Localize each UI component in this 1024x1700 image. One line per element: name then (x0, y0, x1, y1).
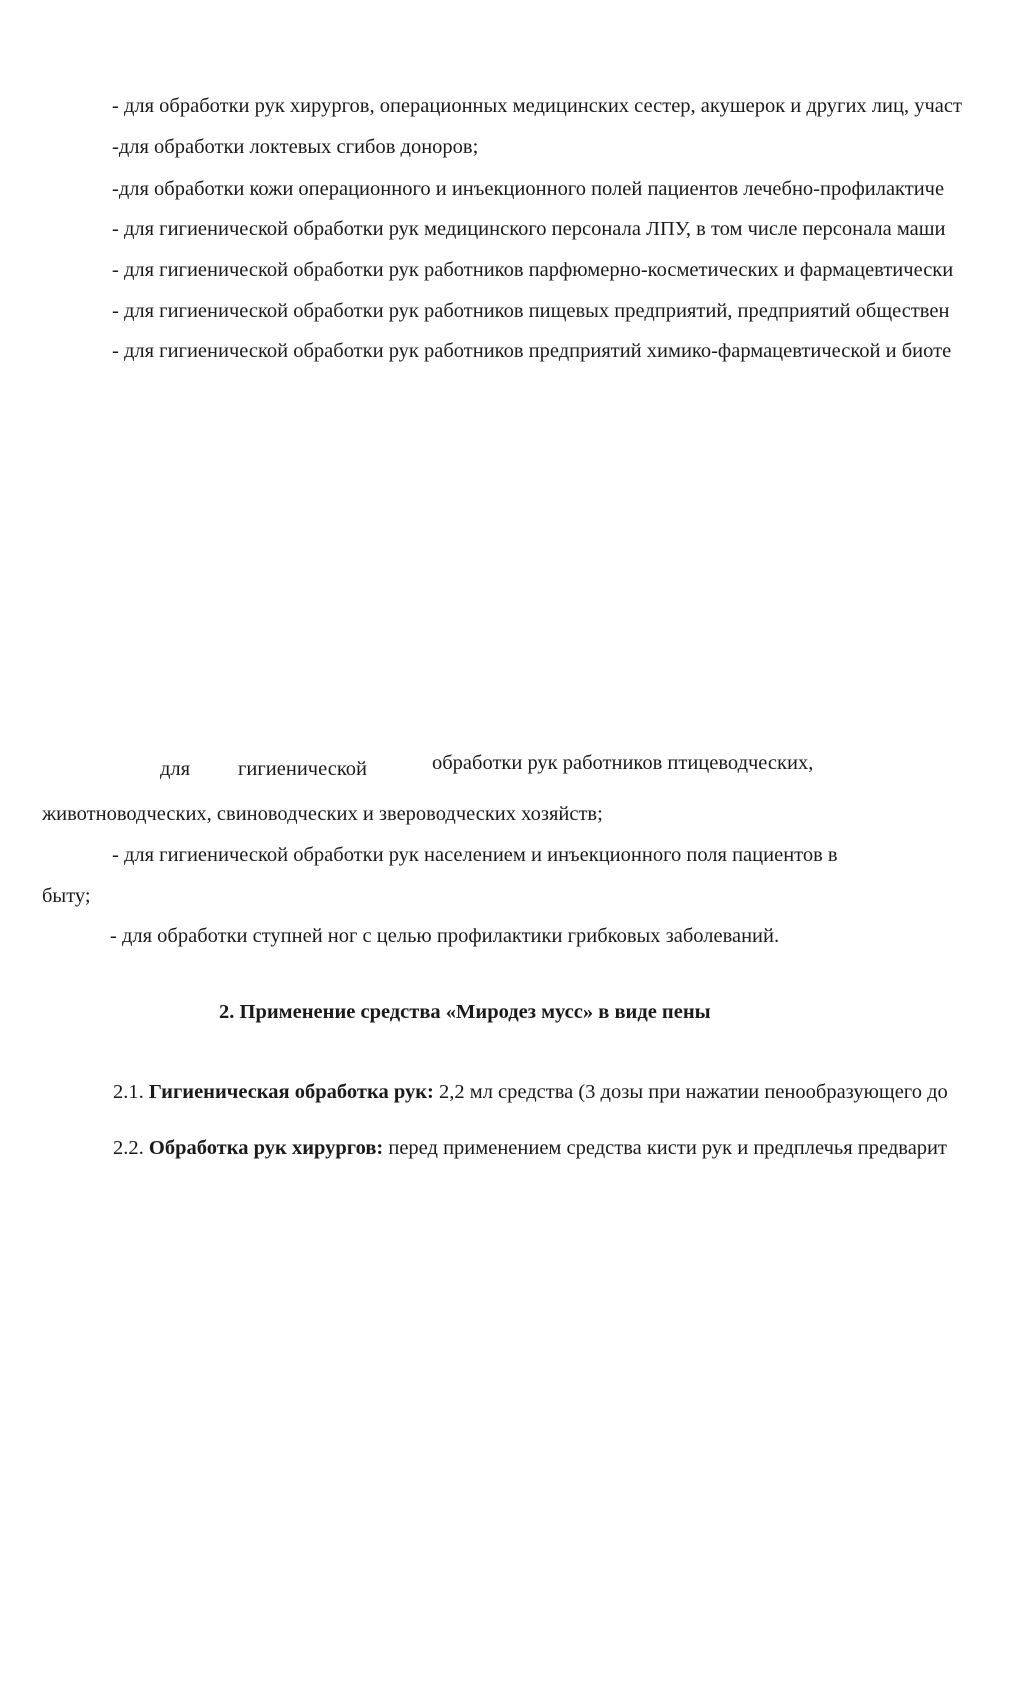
list-item: - для гигиенической обработки рук работников пищевых предприятий, предприятий обществен (112, 300, 950, 322)
paragraph-2-2 (113, 1136, 947, 1160)
list-item: -для обработки локтевых сгибов доноров; (112, 136, 479, 158)
list-item: -для обработки кожи операционного и инъекционного полей пациентов лечебно-профилактиче (112, 178, 945, 200)
list-item: - для обработки рук хирургов, операционных медицинских сестер, акушерок и других лиц, участ (112, 95, 962, 117)
list-item: - для гигиенической обработки рук работников парфюмерно-косметических и фармацевтически (112, 259, 954, 281)
list-item: - для обработки ступней ног с целью профилактики грибковых заболеваний. (110, 925, 780, 947)
paragraph-number: 2.1. (113, 1081, 144, 1103)
list-item-continuation: быту; (42, 885, 91, 907)
list-item: - для гигиенической обработки рук населением и инъекционного поля пациентов в (112, 844, 838, 866)
paragraph-2-1 (113, 1080, 948, 1104)
paragraph-text: 2,2 мл средства (3 дозы при нажатии пенообразующего до (438, 1081, 948, 1103)
list-word: обработки рук работников птицеводческих, (432, 752, 814, 774)
paragraph-number: 2.2. (113, 1137, 144, 1159)
paragraph-bold-lead: Обработка рук хирургов: (148, 1137, 384, 1159)
list-word: гигиенической (238, 758, 367, 780)
list-word: для (160, 758, 191, 780)
list-item: - для гигиенической обработки рук работников предприятий химико-фармацевтической и биоте (112, 340, 952, 362)
list-item-continuation: животноводческих, свиноводческих и звероводческих хозяйств; (42, 803, 603, 825)
list-item: - для гигиенической обработки рук медицинского персонала ЛПУ, в том числе персонала маши (112, 218, 946, 240)
paragraph-bold-lead: Гигиеническая обработка рук: (148, 1081, 434, 1103)
section-heading: 2. Применение средства «Миродез мусс» в виде пены (219, 1001, 711, 1023)
paragraph-text: перед применением средства кисти рук и предплечья предварит (388, 1137, 947, 1159)
